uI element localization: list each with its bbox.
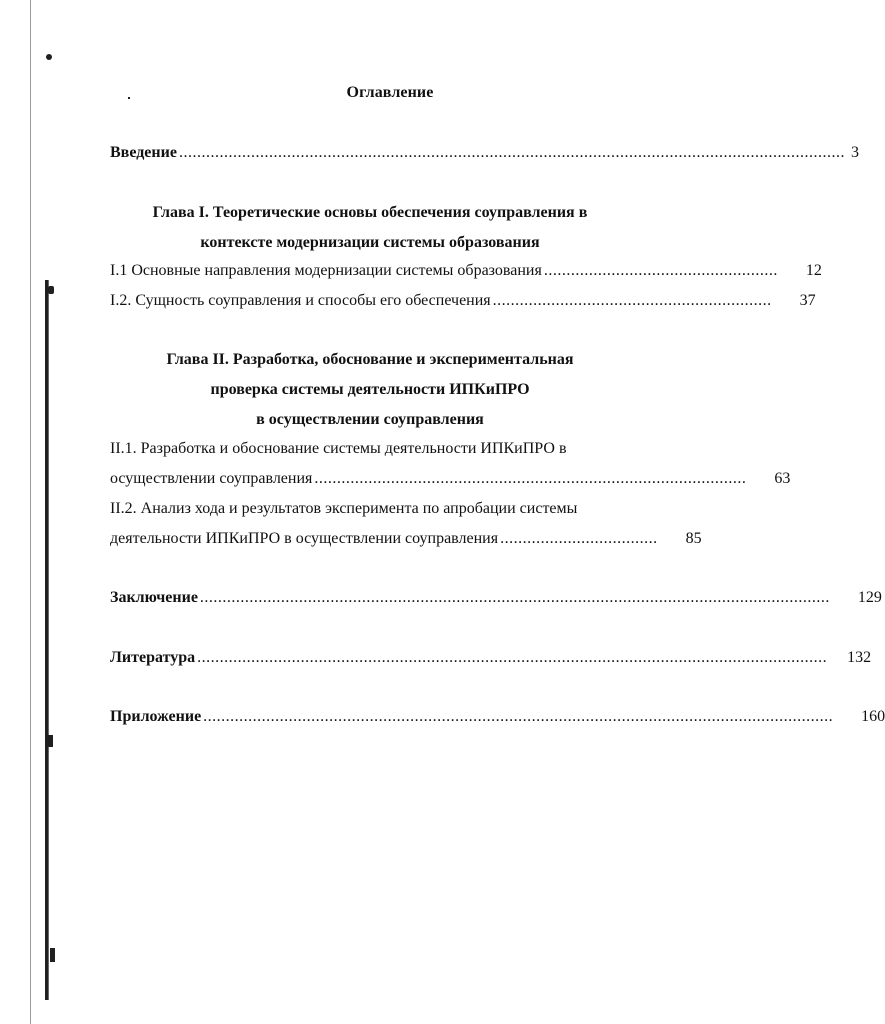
toc-page-number: 12	[805, 262, 822, 279]
dot-leader: ...................................	[500, 530, 658, 547]
toc-entry-section-1-2[interactable]	[110, 292, 816, 310]
toc-entry-section-2-1[interactable]	[110, 470, 791, 488]
toc-entry-section-2-2[interactable]	[110, 530, 702, 548]
toc-entry-label: Литература	[110, 649, 196, 666]
toc-page-number: 132	[847, 649, 872, 666]
toc-page-number: 63	[774, 470, 791, 487]
toc-entry-label: I.1 Основные направления модернизации системы образования	[110, 262, 542, 279]
toc-entry-literature[interactable]	[110, 649, 872, 667]
scan-edge-mark	[48, 286, 54, 294]
toc-entry-introduction[interactable]	[110, 144, 859, 162]
dot-leader: ............................................................................................................................................	[197, 649, 828, 666]
scan-edge-mark	[48, 735, 53, 747]
dot-leader: ..............................................................	[492, 292, 772, 309]
scan-edge-line	[45, 280, 48, 1000]
chapter-1-heading-line-2: контексте модернизации системы образования	[200, 234, 540, 251]
dot-leader: ............................................................................................................................................	[199, 589, 830, 606]
dot-leader: ....................................................	[543, 262, 778, 279]
scan-edge-line	[48, 280, 49, 1000]
toc-page-number: 37	[799, 292, 816, 309]
dot-leader: ................................................................................................	[314, 470, 747, 487]
toc-title: Оглавление	[346, 84, 434, 101]
scan-edge-mark	[50, 948, 55, 962]
toc-entry-label: Приложение	[110, 708, 202, 725]
chapter-2-heading-line-2: проверка системы деятельности ИПКиПРО	[210, 381, 530, 398]
toc-entry-section-2-2-line-1[interactable]: II.2. Анализ хода и результатов эксперимента по апробации системы	[110, 500, 578, 517]
scan-edge-mark	[46, 54, 52, 60]
toc-page-number: 85	[685, 530, 702, 547]
toc-entry-label: I.2. Сущность соуправления и способы его обеспечения	[110, 292, 491, 309]
scan-edge-line	[30, 0, 31, 1024]
toc-entry-label: Введение	[110, 144, 177, 161]
toc-entry-conclusion[interactable]	[110, 589, 882, 607]
toc-page	[110, 0, 885, 1024]
dot-leader: ............................................................................................................................................	[203, 708, 834, 725]
toc-entry-appendix[interactable]	[110, 708, 885, 726]
scan-edge-artifacts	[0, 0, 70, 1024]
toc-entry-label: осуществлении соуправления	[110, 470, 313, 487]
chapter-1-heading-line-1: Глава I. Теоретические основы обеспечения соуправления в	[152, 204, 588, 221]
toc-entry-label: Заключение	[110, 589, 198, 606]
chapter-2-heading-line-1: Глава II. Разработка, обоснование и экспериментальная	[166, 351, 574, 368]
toc-page-number: 160	[861, 708, 885, 725]
toc-page-number: 3	[850, 144, 859, 161]
toc-page-number: 129	[857, 589, 882, 606]
toc-entry-section-1-1[interactable]	[110, 262, 822, 280]
dot-leader: ....................................................................................................................................................	[178, 144, 845, 161]
toc-entry-section-2-1-line-1[interactable]: II.1. Разработка и обоснование системы деятельности ИПКиПРО в	[110, 440, 567, 457]
chapter-2-heading-line-3: в осуществлении соуправления	[256, 411, 484, 428]
toc-entry-label: деятельности ИПКиПРО в осуществлении соуправления	[110, 530, 499, 547]
